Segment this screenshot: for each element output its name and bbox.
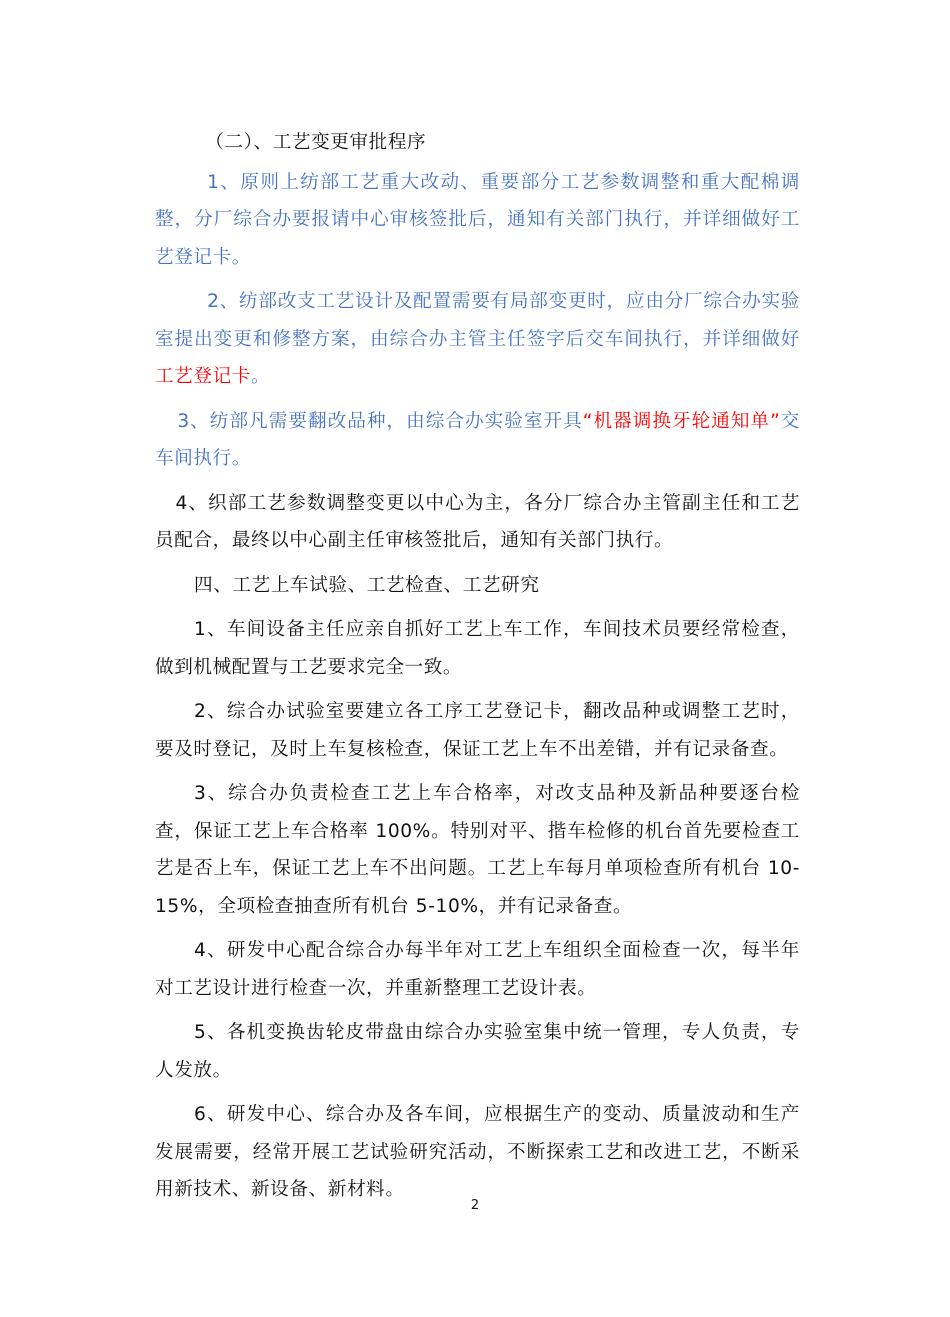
paragraph-8-semiannual-check bbox=[155, 932, 800, 1007]
paragraph-8-text: 4、研发中心配合综合办每半年对工艺上车组织全面检查一次，每半年对工艺设计进行检查一次，并重新整理工艺设计表。 bbox=[155, 940, 800, 999]
paragraph-2-local-change bbox=[155, 283, 800, 396]
paragraph-2-text: 2、纺部改支工艺设计及配置需要有局部变更时，应由分厂综合办实验室提出变更和修整方案，由综合办主管主任签字后交车间执行，并详细做好 bbox=[155, 291, 800, 350]
section-four-title bbox=[155, 567, 800, 605]
paragraph-10-text: 6、研发中心、综合办及各车间，应根据生产的变动、质量波动和生产发展需要，经常开展工艺试验研究活动，不断探索工艺和改进工艺，不断采用新技术、新设备、新材料。 bbox=[155, 1104, 800, 1200]
paragraph-4-weaving-parameter-change bbox=[155, 485, 800, 560]
page-number: 2 bbox=[470, 1198, 480, 1213]
paragraph-2-ending: 。 bbox=[250, 366, 271, 387]
section-title: （二）、工艺变更审批程序 bbox=[205, 132, 427, 153]
paragraph-3-variety-change bbox=[155, 403, 800, 478]
paragraph-7-pass-rate-check bbox=[155, 775, 800, 925]
paragraph-5-text: 1、车间设备主任应亲自抓好工艺上车工作，车间技术员要经常检查，做到机械配置与工艺要求完全一致。 bbox=[155, 619, 800, 678]
paragraph-5-workshop-check bbox=[155, 611, 800, 686]
paragraph-3-red-notice: “机器调换牙轮通知单” bbox=[582, 410, 781, 432]
paragraph-10-process-research bbox=[155, 1096, 800, 1209]
paragraph-4-text: 4、织部工艺参数调整变更以中心为主，各分厂综合办主管副主任和工艺员配合，最终以中心副主任审核签批后，通知有关部门执行。 bbox=[155, 492, 800, 551]
paragraph-2-red-emphasis: 工艺登记卡 bbox=[155, 366, 251, 387]
document-body bbox=[155, 124, 800, 1216]
paragraph-6-lab-register bbox=[155, 693, 800, 768]
paragraph-3-text: 3、纺部凡需要翻改品种，由综合办实验室开具 bbox=[177, 410, 583, 432]
paragraph-9-text: 5、各机变换齿轮皮带盘由综合办实验室集中统一管理，专人负责，专人发放。 bbox=[155, 1022, 800, 1081]
paragraph-7-text: 3、综合办负责检查工艺上车合格率，对改支品种及新品种要逐台检查，保证工艺上车合格率 100%。特别对平、揩车检修的机台首先要检查工艺是否上车，保证工艺上车不出问题。工艺上车每月单项检查所有机台 10-15%，全项检查抽查所有机台 5-10%，并有记录备查。 bbox=[155, 783, 800, 917]
paragraph-1-text: 1、原则上纺部工艺重大改动、重要部分工艺参数调整和重大配棉调整，分厂综合办要报请中心审核签批后，通知有关部门执行，并详细做好工艺登记卡。 bbox=[155, 171, 800, 268]
paragraph-1-approval-major-change bbox=[155, 164, 800, 277]
paragraph-9-gear-management bbox=[155, 1014, 800, 1089]
paragraph-6-text: 2、综合办试验室要建立各工序工艺登记卡，翻改品种或调整工艺时，要及时登记，及时上车复核检查，保证工艺上车不出差错，并有记录备查。 bbox=[155, 701, 800, 760]
paragraph-3-ending: 交车间执行。 bbox=[155, 410, 800, 469]
section-four-title-text: 四、工艺上车试验、工艺检查、工艺研究 bbox=[194, 574, 540, 596]
